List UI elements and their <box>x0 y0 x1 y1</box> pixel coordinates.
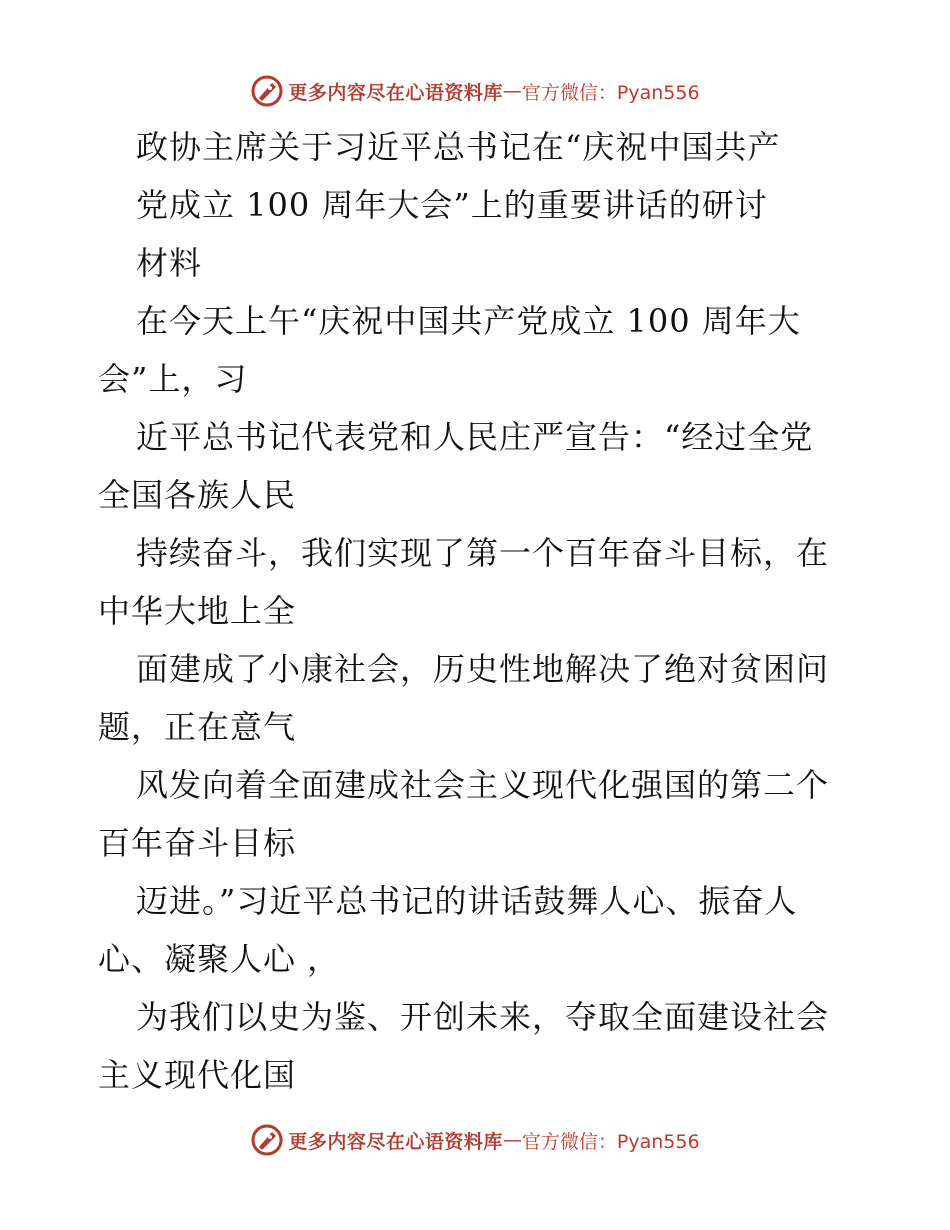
paragraph-line: 全国各族人民 <box>98 476 297 514</box>
banner-text: 更多内容尽在心语资料库 <box>288 1130 503 1153</box>
paragraph-line: 百年奋斗目标 <box>98 824 297 862</box>
header-banner <box>0 71 950 111</box>
footer-banner <box>0 1120 950 1160</box>
document-body <box>98 118 858 1104</box>
pen-nib-logo-icon <box>250 1123 284 1157</box>
pen-nib-logo-icon <box>250 74 284 108</box>
paragraph-line: 会”上，习 <box>98 360 248 398</box>
banner-wechat: 官方微信：Pyan556 <box>521 1130 700 1153</box>
title-line: 政协主席关于习近平总书记在“庆祝中国共产 <box>136 128 781 166</box>
banner-separator: — <box>502 80 522 102</box>
paragraph-line: 迈进。”习近平总书记的讲话鼓舞人心、振奋人 <box>136 882 798 920</box>
paragraph-line: 持续奋斗，我们实现了第一个百年奋斗目标，在 <box>136 534 830 572</box>
paragraph-line: 为我们以史为鉴、开创未来，夺取全面建设社会 <box>136 998 830 1036</box>
banner-text: 更多内容尽在心语资料库 <box>288 81 503 104</box>
paragraph-line: 心、凝聚人心 ， <box>98 940 341 978</box>
paragraph-line: 题，正在意气 <box>98 708 297 746</box>
paragraph-line: 近平总书记代表党和人民庄严宣告：“经过全党 <box>136 418 814 456</box>
title-line: 党成立 100 周年大会”上的重要讲话的研讨 <box>136 186 768 224</box>
paragraph-line: 中华大地上全 <box>98 592 297 630</box>
banner-separator: — <box>502 1129 522 1151</box>
paragraph-line: 在今天上午“庆祝中国共产党成立 100 周年大 <box>136 302 801 340</box>
paragraph-line: 主义现代化国 <box>98 1056 297 1094</box>
paragraph-line: 风发向着全面建成社会主义现代化强国的第二个 <box>136 766 830 804</box>
paragraph-line: 面建成了小康社会，历史性地解决了绝对贫困问 <box>136 650 830 688</box>
banner-wechat: 官方微信：Pyan556 <box>521 81 700 104</box>
title-line: 材料 <box>136 244 203 282</box>
